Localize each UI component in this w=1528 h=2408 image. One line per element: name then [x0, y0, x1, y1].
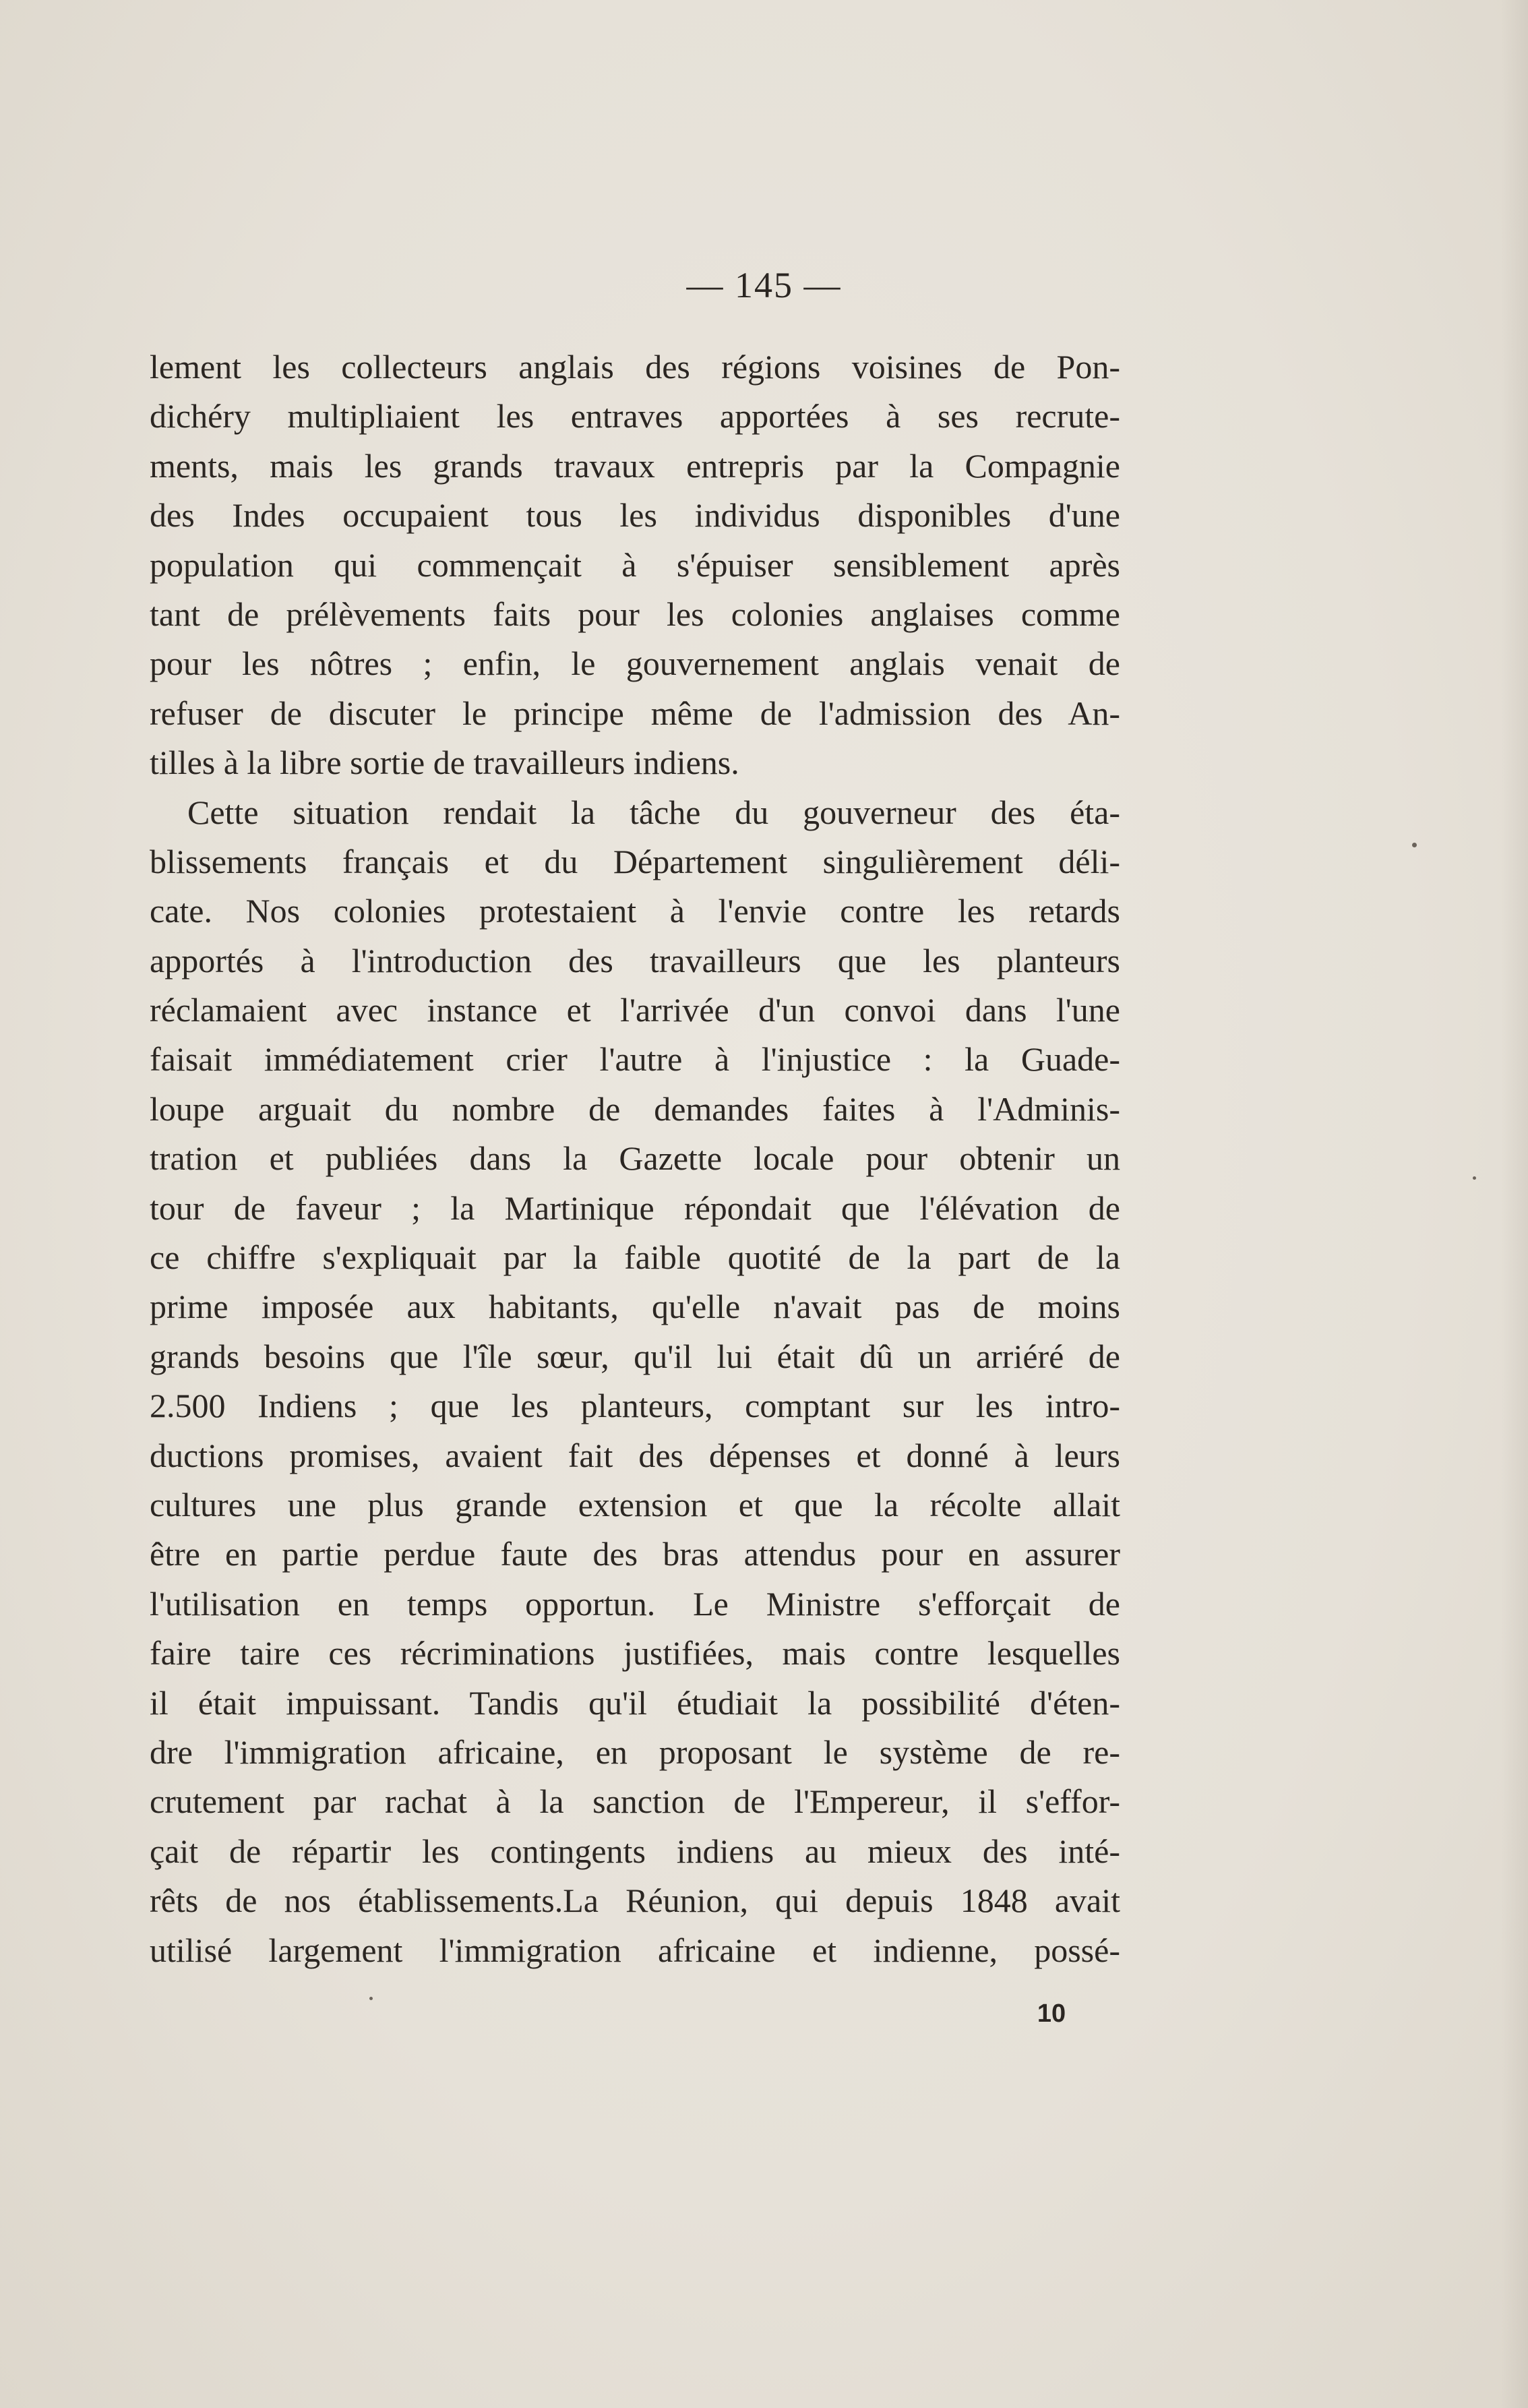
text-line: réclamaient avec instance et l'arrivée d'un convoi dans l'une	[150, 991, 1120, 1029]
paper-speck	[1473, 1176, 1476, 1180]
text-line: ductions promises, avaient fait des dépenses et donné à leurs	[150, 1436, 1120, 1474]
text-line: faisait immédiatement crier l'autre à l'injustice : la Guade-	[150, 1040, 1120, 1079]
text-line: prime imposée aux habitants, qu'elle n'avait pas de moins	[150, 1288, 1120, 1326]
signature-mark: 10	[1037, 1999, 1066, 2028]
text-line: tant de prélèvements faits pour les colonies anglaises comme	[150, 595, 1120, 633]
text-line: l'utilisation en temps opportun. Le Ministre s'efforçait de	[150, 1584, 1120, 1623]
text-line: rêts de nos établissements.La Réunion, qui depuis 1848 avait	[150, 1882, 1120, 1920]
text-line: il était impuissant. Tandis qu'il étudiait la possibilité d'éten-	[150, 1683, 1120, 1722]
text-line: tour de faveur ; la Martinique répondait que l'élévation de	[150, 1188, 1120, 1227]
text-line: refuser de discuter le principe même de l'admission des An-	[150, 694, 1120, 732]
text-line: crutement par rachat à la sanction de l'Empereur, il s'effor-	[150, 1782, 1120, 1821]
paper-speck	[369, 1997, 373, 2000]
text-line: grands besoins que l'île sœur, qu'il lui était dû un arriéré de	[150, 1337, 1120, 1375]
text-line: 2.500 Indiens ; que les planteurs, comptant sur les intro-	[150, 1387, 1120, 1425]
text-line: pour les nôtres ; enfin, le gouvernement anglais venait de	[150, 644, 1120, 683]
text-line: çait de répartir les contingents indiens au mieux des inté-	[150, 1832, 1120, 1870]
text-line: ce chiffre s'expliquait par la faible quotité de la part de la	[150, 1238, 1120, 1277]
text-line: loupe arguait du nombre de demandes faites à l'Adminis-	[150, 1089, 1120, 1128]
text-line: utilisé largement l'immigration africaine et indienne, possé-	[150, 1931, 1120, 1969]
text-line: tilles à la libre sortie de travailleurs indiens.	[150, 744, 739, 782]
paper-speck	[1412, 843, 1417, 847]
text-line: Cette situation rendait la tâche du gouverneur des éta-	[187, 793, 1120, 831]
text-line: dre l'immigration africaine, en proposant le système de re-	[150, 1733, 1120, 1771]
text-line: être en partie perdue faute des bras attendus pour en assurer	[150, 1535, 1120, 1573]
text-line: population qui commençait à s'épuiser sensiblement après	[150, 545, 1120, 584]
page-edge-shadow	[1501, 0, 1528, 2408]
text-line: cultures une plus grande extension et que la récolte allait	[150, 1485, 1120, 1524]
text-line: blissements français et du Département singulièrement déli-	[150, 842, 1120, 880]
text-line: tration et publiées dans la Gazette locale pour obtenir un	[150, 1139, 1120, 1178]
body-text	[150, 342, 1120, 1975]
text-line: apportés à l'introduction des travailleurs que les planteurs	[150, 941, 1120, 980]
text-line: cate. Nos colonies protestaient à l'envie contre les retards	[150, 892, 1120, 930]
text-line: dichéry multipliaient les entraves apportées à ses recrute-	[150, 397, 1120, 435]
text-line: des Indes occupaient tous les individus disponibles d'une	[150, 496, 1120, 535]
text-line: faire taire ces récriminations justifiées, mais contre lesquelles	[150, 1634, 1120, 1673]
text-line: lement les collecteurs anglais des régions voisines de Pon-	[150, 348, 1120, 386]
text-line: ments, mais les grands travaux entrepris par la Compagnie	[150, 446, 1120, 485]
page-number-header: — 145 —	[686, 265, 842, 305]
